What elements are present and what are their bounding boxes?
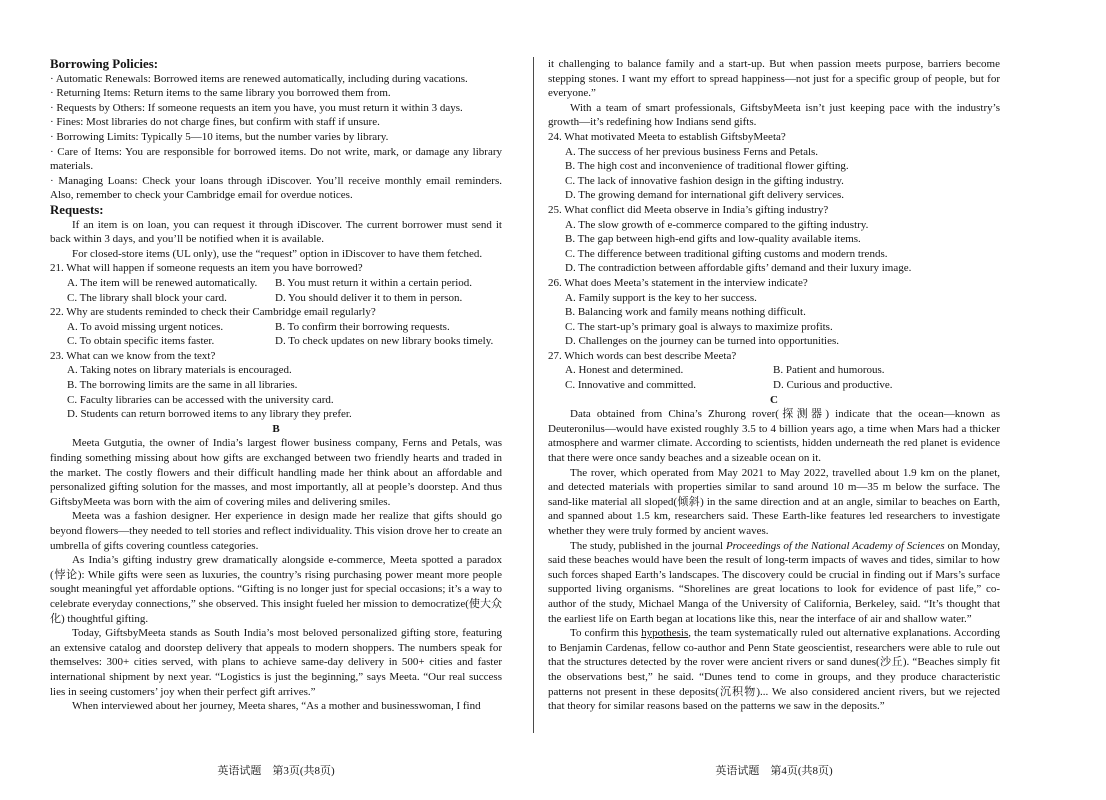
question-23-option-c: C. Faculty libraries can be accessed with the university card. [67, 393, 334, 406]
passage-c-paragraph [548, 539, 1000, 627]
question-25-option-c: C. The difference between traditional gifting customs and modern trends. [565, 247, 888, 260]
passage-c-p4-text: , the team systematically ruled out alternative explanations. According to Benjamin Cardenas, fellow co-author and Penn State geoscientist, researchers were able to rule out that the structures detected by the rover were ancient rivers or sand dunes(沙丘). “Beaches simply fit the observations best,” he said. “Dunes tend to come in groups, and they produce characteristic patterns not present in these deposits(沉积物)... We also considered ancient rivers, but we rejected that theory for similar reasons based on the patterns we saw in the deposits.” [548, 627, 1000, 713]
requests-paragraph: For closed-store items (UL only), use the “request” option in iDiscover to have them fetched. [72, 247, 483, 260]
section-c-heading: C [770, 393, 778, 406]
question-22-stem: 22. Why are students reminded to check their Cambridge email regularly? [50, 306, 376, 319]
question-26-option-b: B. Balancing work and family means nothing difficult. [565, 306, 806, 319]
question-24-option-d: D. The growing demand for international gift delivery services. [565, 189, 844, 202]
policy-bullet-returning-items: · Returning Items: Return items to the same library you borrowed them from. [50, 87, 391, 100]
question-26-stem: 26. What does Meeta’s statement in the interview indicate? [548, 276, 808, 289]
borrowing-policies-heading: Borrowing Policies: [50, 57, 158, 71]
passage-b-paragraph: When interviewed about her journey, Meeta shares, “As a mother and businesswoman, I find [72, 700, 481, 713]
question-23-option-a: A. Taking notes on library materials is encouraged. [67, 364, 292, 377]
policy-bullet-care-of-items: · Care of Items: You are responsible for borrowed items. Do not write, mark, or damage any library materials. [50, 145, 502, 173]
question-21-option-d: D. You should deliver it to them in person. [275, 291, 463, 304]
question-25-option-a: A. The slow growth of e-commerce compared to the gifting industry. [565, 218, 869, 231]
left-column [50, 57, 502, 714]
question-25-option-d: D. The contradiction between affordable gifts’ demand and their luxury image. [565, 262, 912, 275]
hypothesis-underlined-word: hypothesis [641, 627, 689, 640]
journal-title-italic: Proceedings of the National Academy of Sciences [725, 539, 945, 552]
passage-c-p3-text: The study, published in the journal [570, 539, 726, 552]
policy-bullet-fines: · Fines: Most libraries do not charge fines, but confirm with staff if unsure. [50, 116, 380, 129]
question-22-options [50, 320, 502, 349]
passage-c-paragraph: Data obtained from China’s Zhurong rover(探测器) indicate that the ocean—known as Deuteronilus—would have existed roughly 3.5 to 4 billion years ago, a time when Mars had a thicker atmosphere and warmer climate. According to scientists, hidden underneath the red planet is evidence that there were once sandy beaches and a sizeable ocean on it. [548, 408, 1000, 465]
question-24-option-b: B. The high cost and inconvenience of traditional flower gifting. [565, 160, 849, 173]
question-21-option-c: C. The library shall block your card. [67, 291, 227, 304]
section-b-heading: B [272, 422, 280, 435]
question-21-options [50, 276, 502, 305]
question-22-option-a: A. To avoid missing urgent notices. [67, 320, 224, 333]
passage-c-p3-text: on Monday, said these beaches would have been the result of long-term impacts of waves and tides, similar to how such forces shaped Earth’s landscapes. The discovery could be crucial in finding out if Mars’s surface supported living organisms. “Shorelines are great locations to look for evidence of past life,” co-author of the study, Michael Manga of the University of California, Berkeley, said. “It’s thought that the earliest life on Earth began at locations like this, near the interface of air and shallow water.” [548, 539, 1001, 625]
passage-b-paragraph: Meeta was a fashion designer. Her experience in design made her realize that gifts should go beyond flowers—they needed to tell stories and reflect individuality. This vision drove her to create an umbrella of gifts covering countless categories. [50, 510, 502, 552]
question-23-options [50, 363, 502, 421]
question-25-stem: 25. What conflict did Meeta observe in India’s gifting industry? [548, 203, 829, 216]
question-27-option-c: C. Innovative and committed. [565, 379, 697, 392]
passage-c-paragraph: The rover, which operated from May 2021 to May 2022, travelled about 1.9 km on the planet, and detected materials with properties similar to sand around 10 m—35 m below the surface. The sand-like material all sloped(倾斜) in the same direction and at an angle, similar to beaches on Earth, and spanned about 1.5 km, researchers said. These Earth-like features led researchers to investigate whether they were truly formed by ancient waves. [548, 466, 1000, 537]
question-21-stem: 21. What will happen if someone requests an item you have borrowed? [50, 262, 363, 275]
question-21-option-a: A. The item will be renewed automatically. [67, 276, 258, 289]
question-24-option-c: C. The lack of innovative fashion design in the gifting industry. [565, 174, 844, 187]
question-24-options [548, 145, 1000, 203]
column-divider [533, 57, 534, 733]
question-25-option-b: B. The gap between high-end gifts and low-quality available items. [565, 233, 861, 246]
question-27-option-a: A. Honest and determined. [565, 364, 684, 377]
question-26-option-d: D. Challenges on the journey can be turned into opportunities. [565, 335, 840, 348]
question-26-options [548, 291, 1000, 349]
question-25-options [548, 218, 1000, 276]
passage-b-paragraph: As India’s gifting industry grew dramatically alongside e-commerce, Meeta spotted a paradox (悖论): While gifts were seen as luxuries, the country’s rising purchasing power meant more people sought meaningful yet affordable options. “Gifting is no longer just for special occasions; it’s a way to celebrate everyday connections,” she observed. This insight fueled her mission to democratize(使大众化) thoughtful gifting. [50, 554, 502, 625]
question-23-stem: 23. What can we know from the text? [50, 349, 216, 362]
question-27-option-d: D. Curious and productive. [773, 379, 893, 392]
question-21-option-b: B. You must return it within a certain period. [275, 276, 473, 289]
passage-c-p4-text: To confirm this [570, 627, 642, 640]
passage-b-continuation: it challenging to balance family and a start-up. But when passion meets purpose, barriers become stepping stones. I want my effort to spread happiness—not just for a specific group of people, but for everyone.” [548, 58, 1000, 100]
question-22-option-d: D. To check updates on new library books timely. [275, 335, 494, 348]
policy-bullet-borrowing-limits: · Borrowing Limits: Typically 5—10 items, but the number varies by library. [50, 130, 389, 143]
question-22-option-b: B. To confirm their borrowing requests. [275, 320, 450, 333]
question-23-option-b: B. The borrowing limits are the same in all libraries. [67, 379, 298, 392]
question-27-options [548, 363, 1000, 392]
question-24-stem: 24. What motivated Meeta to establish GiftsbyMeeta? [548, 130, 786, 143]
question-27-stem: 27. Which words can best describe Meeta? [548, 349, 737, 362]
question-23-option-d: D. Students can return borrowed items to any library they prefer. [67, 408, 352, 421]
policy-bullet-requests-by-others: · Requests by Others: If someone requests an item you have, you must return it within 3 days. [50, 101, 463, 114]
passage-c-paragraph [548, 626, 1000, 714]
policy-bullet-managing-loans: · Managing Loans: Check your loans through iDiscover. You’ll receive monthly email reminders. Also, remember to check your Cambridge email for overdue notices. [50, 174, 502, 202]
passage-b-paragraph: Today, GiftsbyMeeta stands as South India’s most beloved personalized gifting store, featuring an extensive catalog and doorstep delivery that appeals to modern shoppers. The numbers speak for themselves: 300+ cities served, with plans to achieve same-day delivery in 500+ cities and faster international shipment by next year. “Logistics is just the beginning,” says Meeta. “Our real success lies in seeing customers’ joy when their perfect gift arrives.” [50, 627, 502, 698]
question-27-option-b: B. Patient and humorous. [773, 364, 885, 377]
question-22-option-c: C. To obtain specific items faster. [67, 335, 215, 348]
page-number-right: 英语试题 第4页(共8页) [715, 765, 833, 777]
question-26-option-a: A. Family support is the key to her success. [565, 291, 757, 304]
question-24-option-a: A. The success of her previous business Ferns and Petals. [565, 145, 819, 158]
requests-paragraph: If an item is on loan, you can request it through iDiscover. The current borrower must send it back within 3 days, and you’ll be notified when it is available. [50, 218, 502, 246]
passage-b-paragraph: Meeta Gutgutia, the owner of India’s largest flower business company, Ferns and Petals, was finding something missing about how gifts are exchanged between two friendly hearts and traded in the market. The costly flowers and their difficult handling made her think about an affordable and personalized gifting solution for the masses, and most importantly, all at people’s doorstep. And thus GiftsbyMeeta was born with the aim of covering miles and delivering smiles. [50, 437, 502, 508]
page-number-left: 英语试题 第3页(共8页) [217, 765, 335, 777]
passage-b-paragraph: With a team of smart professionals, GiftsbyMeeta isn’t just keeping pace with the industry’s growth—it’s redefining how Indians send gifts. [548, 101, 1000, 129]
policy-bullet-automatic-renewals: · Automatic Renewals: Borrowed items are renewed automatically, including during vacations. [50, 72, 468, 85]
right-column [548, 57, 1000, 714]
question-26-option-c: C. The start-up’s primary goal is always to maximize profits. [565, 320, 833, 333]
requests-heading: Requests: [50, 202, 104, 217]
